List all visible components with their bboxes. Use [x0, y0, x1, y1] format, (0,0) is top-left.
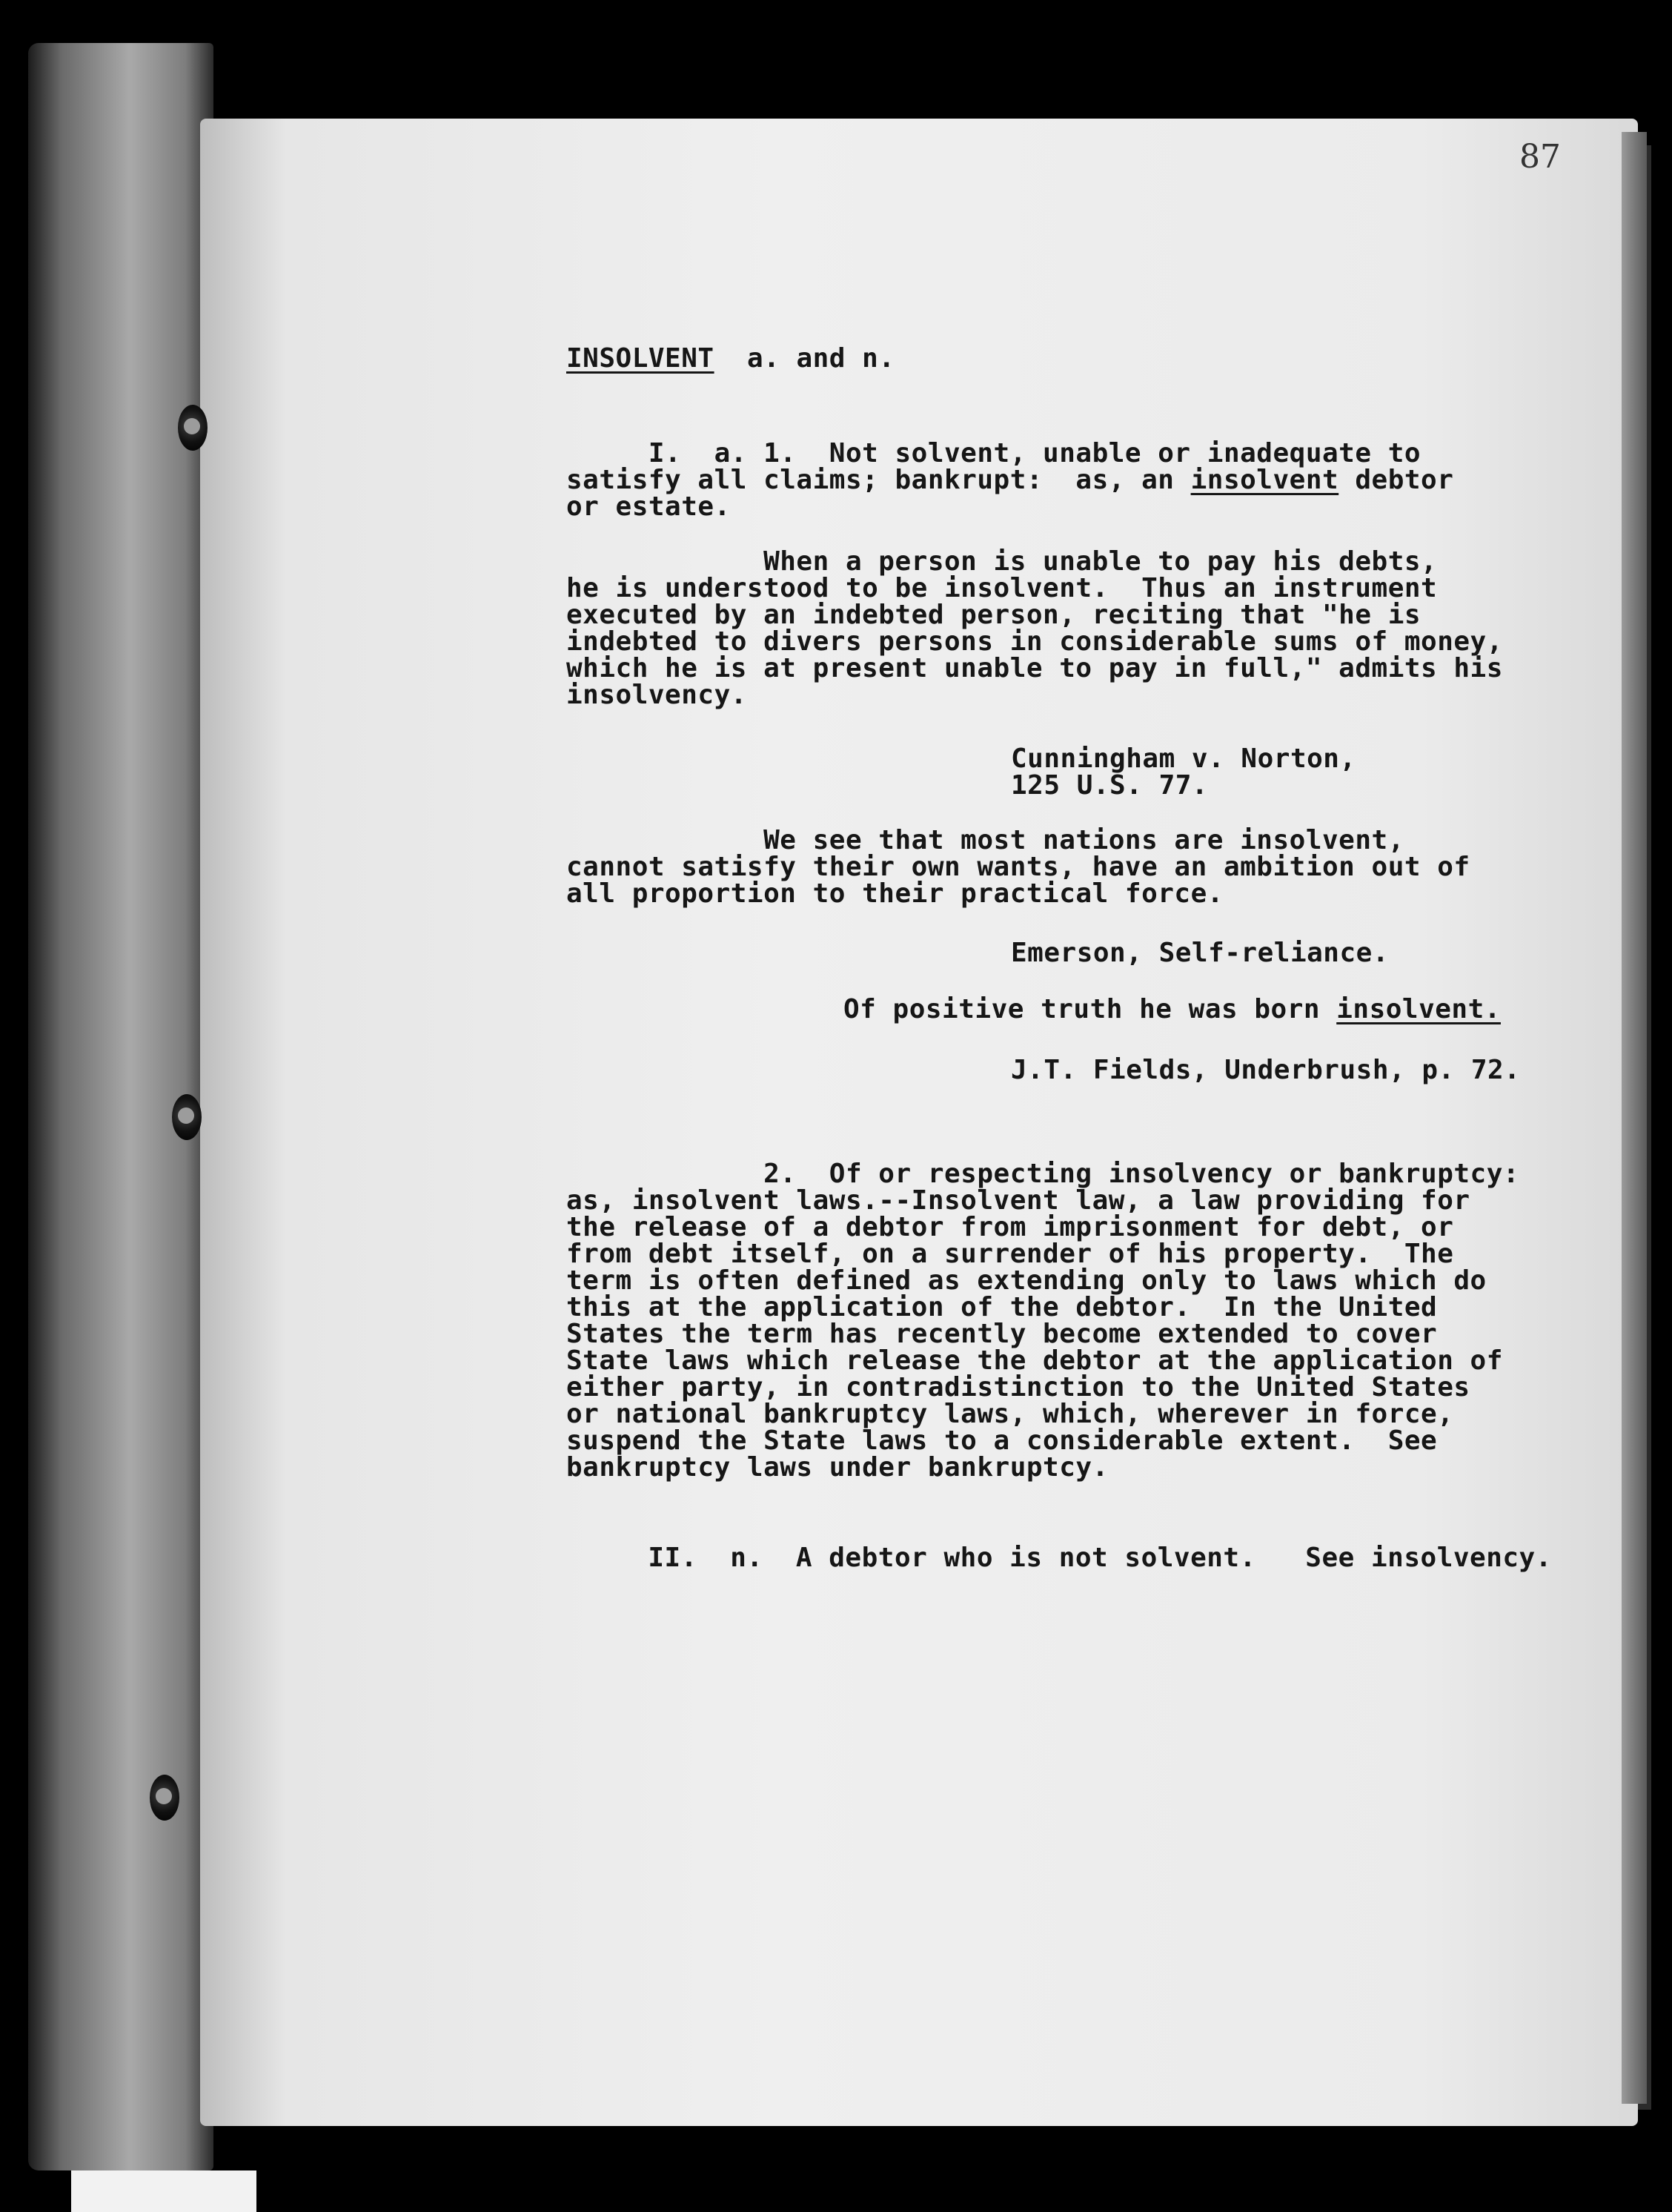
- sense-2-line-4: from debt itself, on a surrender of his property. The: [566, 1239, 1454, 1269]
- binder-ring-2: [172, 1094, 202, 1140]
- page-edge: [1622, 132, 1647, 2104]
- quote-3: [843, 996, 1501, 1023]
- sense-2-line-12: bankruptcy laws under bankruptcy.: [566, 1452, 1109, 1483]
- quote-1-line-1: When a person is unable to pay his debts,: [566, 546, 1438, 577]
- sense-noun: II. n. A debtor who is not solvent. See insolvency.: [615, 1543, 1552, 1573]
- entry-term: INSOLVENT: [566, 343, 714, 374]
- quote-3-emphasis: insolvent.: [1336, 994, 1501, 1024]
- document-page: [200, 119, 1638, 2126]
- archive-tag: [71, 2170, 256, 2212]
- sense-2-line-8: State laws which release the debtor at the application of: [566, 1345, 1503, 1376]
- sense-2-line-9: either party, in contradistinction to the United States: [566, 1372, 1470, 1403]
- entry-heading: [566, 345, 895, 372]
- quote-1-line-3: executed by an indebted person, reciting that "he is: [566, 600, 1421, 630]
- binder-ring-1: [178, 405, 208, 451]
- page-number: 87: [1519, 138, 1561, 176]
- sense-1-emphasis: insolvent: [1190, 465, 1339, 495]
- sense-1-line-3: or estate.: [566, 491, 731, 522]
- sense-2-line-1: 2. Of or respecting insolvency or bankruptcy:: [566, 1159, 1520, 1189]
- citation-1-line-1: Cunningham v. Norton,: [1011, 744, 1356, 774]
- sense-2-line-3: the release of a debtor from imprisonment for debt, or: [566, 1212, 1454, 1242]
- quote-1-line-4: indebted to divers persons in considerable sums of money,: [566, 626, 1503, 657]
- sense-2-line-7: States the term has recently become extended to cover: [566, 1319, 1438, 1349]
- quote-2-line-2: cannot satisfy their own wants, have an ambition out of: [566, 852, 1470, 882]
- sense-1-line-2-text: satisfy all claims; bankrupt: as, an: [566, 465, 1191, 495]
- sense-2-line-2: as, insolvent laws.--Insolvent law, a law providing for: [566, 1185, 1470, 1216]
- sense-1-line-2: [566, 467, 1453, 494]
- citation-2: Emerson, Self-reliance.: [1011, 938, 1389, 968]
- sense-2-line-11: suspend the State laws to a considerable extent. See: [566, 1425, 1438, 1456]
- quote-1-line-5: which he is at present unable to pay in full," admits his: [566, 653, 1503, 683]
- sense-1-line-1: I. a. 1. Not solvent, unable or inadequate to: [566, 438, 1421, 468]
- sense-2-line-6: this at the application of the debtor. In the United: [566, 1292, 1438, 1322]
- sense-2-line-5: term is often defined as extending only to laws which do: [566, 1265, 1487, 1296]
- quote-1-line-2: he is understood to be insolvent. Thus an instrument: [566, 573, 1438, 603]
- sense-2-line-10: or national bankruptcy laws, which, wherever in force,: [566, 1399, 1454, 1429]
- binder-ring-3: [150, 1775, 179, 1821]
- citation-3: J.T. Fields, Underbrush, p. 72.: [1011, 1055, 1521, 1085]
- quote-3-text: Of positive truth he was born: [843, 994, 1337, 1024]
- citation-1-line-2: 125 U.S. 77.: [1011, 770, 1209, 801]
- quote-1-line-6: insolvency.: [566, 680, 747, 710]
- entry-pos: a. and n.: [746, 343, 895, 374]
- quote-2-line-3: all proportion to their practical force.: [566, 878, 1224, 909]
- sense-1-after: debtor: [1338, 465, 1454, 495]
- quote-2-line-1: We see that most nations are insolvent,: [566, 825, 1404, 855]
